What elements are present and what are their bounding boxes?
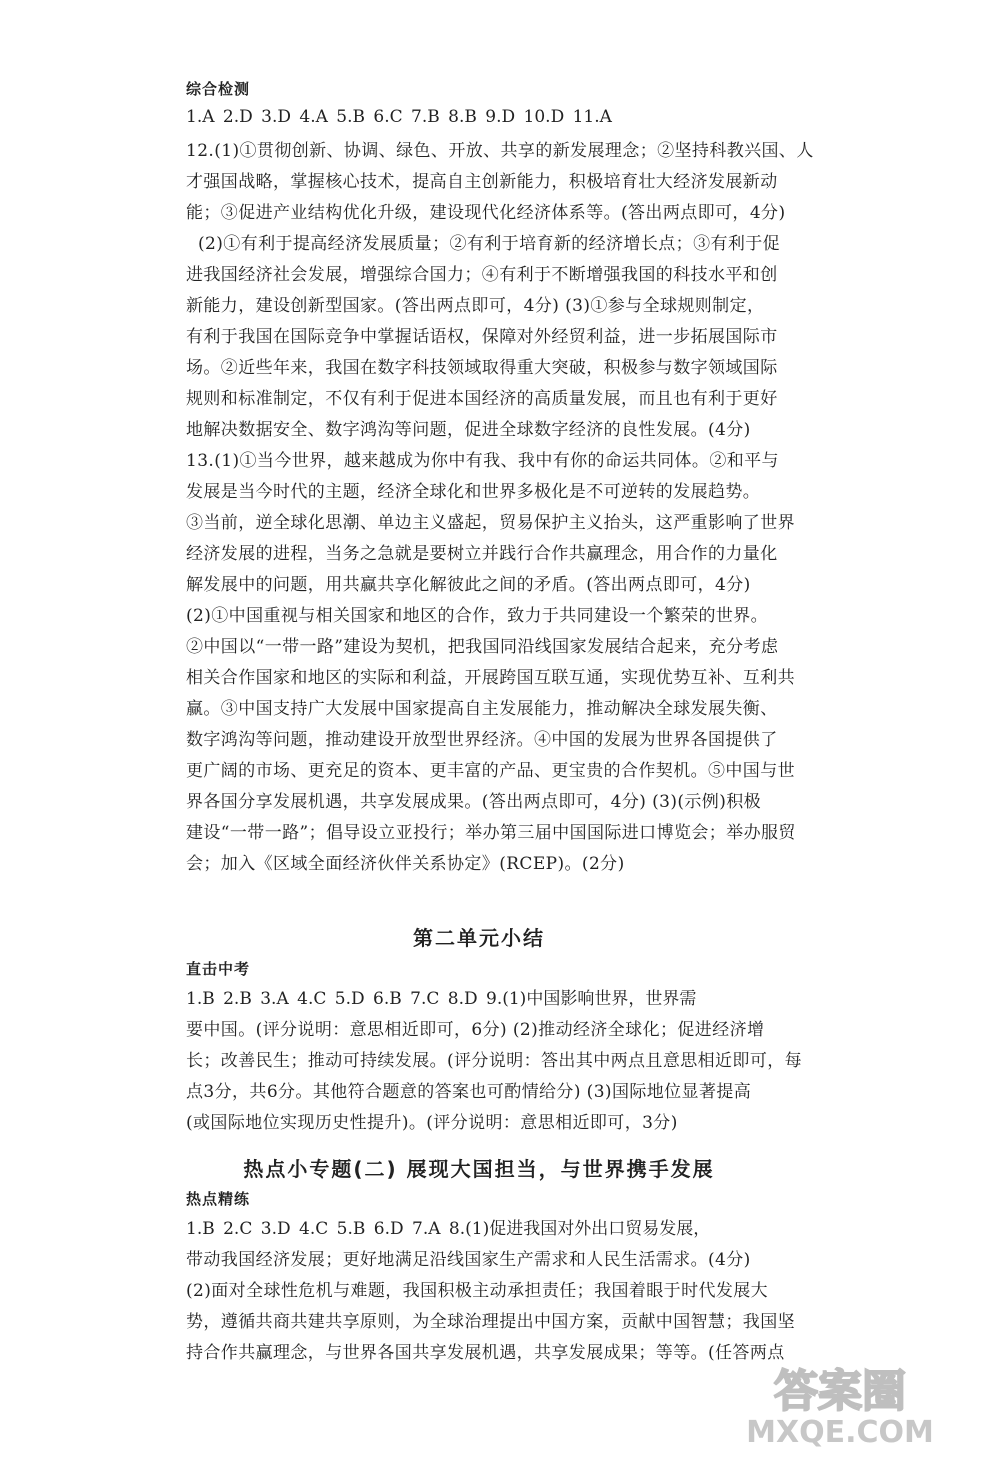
zhiji-line: (或国际地位实现历史性提升)。(评分说明：意思相近即可，3分) (186, 1113, 678, 1133)
redian-line: 持合作共赢理念，与世界各国共享发展机遇，共享发展成果；等等。(任答两点 (186, 1343, 785, 1363)
redian-line: 势，遵循共商共建共享原则，为全球治理提出中国方案，贡献中国智慧；我国坚 (186, 1312, 795, 1332)
q13-line: 经济发展的进程，当务之急就是要树立并践行合作共赢理念，用合作的力量化 (186, 544, 778, 564)
section-title-zonghe: 综合检测 (186, 80, 251, 98)
zhiji-answers (186, 984, 803, 1139)
section-title-zhiji: 直击中考 (186, 960, 251, 978)
watermark-logo (690, 1354, 960, 1449)
q12-line: 才强国战略，掌握核心技术，提高自主创新能力，积极培育壮大经济发展新动 (186, 172, 778, 192)
q12-line: 场。②近些年来，我国在数字科技领域取得重大突破，积极参与数字领域国际 (186, 358, 778, 378)
q12-line: (2)①有利于提高经济发展质量；②有利于培育新的经济增长点；③有利于促 (198, 234, 781, 254)
q12-line: 规则和标准制定，不仅有利于促进本国经济的高质量发展，而且也有利于更好 (186, 389, 778, 409)
q13-line: 更广阔的市场、更充足的资本、更丰富的产品、更宝贵的合作契机。⑤中国与世 (186, 761, 795, 781)
q13-line: 相关合作国家和地区的实际和利益，开展跨国互联互通，实现优势互补、互利共 (186, 668, 795, 688)
q13-line: 13.(1)①当今世界，越来越成为你中有我、我中有你的命运共同体。②和平与 (186, 451, 779, 471)
question-13 (186, 446, 796, 880)
q12-line: 地解决数据安全、数字鸿沟等问题，促进全球数字经济的良性发展。(4分) (186, 420, 751, 440)
zhiji-line: 点3分，共6分。其他符合题意的答案也可酌情给分) (3)国际地位显著提高 (186, 1082, 752, 1102)
q12-line: 进我国经济社会发展，增强综合国力；④有利于不断增强我国的科技水平和创 (186, 265, 778, 285)
q12-line: 12.(1)①贯彻创新、协调、绿色、开放、共享的新发展理念；②坚持科教兴国、人 (186, 141, 814, 161)
q13-line: 会；加入《区域全面经济伙伴关系协定》(RCEP)。(2分) (186, 854, 625, 874)
q12-line: 新能力，建设创新型国家。(答出两点即可，4分) (3)①参与全球规则制定， (186, 296, 765, 316)
q13-line: ②中国以“一带一路”建设为契机，把我国同沿线国家发展结合起来，充分考虑 (186, 637, 779, 657)
redian-line: 带动我国经济发展；更好地满足沿线国家生产需求和人民生活需求。(4分) (186, 1250, 751, 1270)
q13-line: (2)①中国重视与相关国家和地区的合作，致力于共同建设一个繁荣的世界。 (186, 606, 769, 626)
zhiji-line: 要中国。(评分说明：意思相近即可，6分) (2)推动经济全球化；促进经济增 (186, 1020, 765, 1040)
heading-hot-topic-2: 热点小专题(二) 展现大国担当，与世界携手发展 (243, 1157, 715, 1181)
watermark-url: MXQE.COM (746, 1415, 934, 1449)
q13-line: 建设“一带一路”；倡导设立亚投行；举办第三届中国国际进口博览会；举办服贸 (186, 823, 796, 843)
q13-line: ③当前，逆全球化思潮、单边主义盛起，贸易保护主义抬头，这严重影响了世界 (186, 513, 795, 533)
zhiji-mc-line: 1.B 2.B 3.A 4.C 5.D 6.B 7.C 8.D 9.(1)中国影响世界，世界需 (186, 989, 697, 1009)
q13-line: 赢。③中国支持广大发展中国家提高自主发展能力，推动解决全球发展失衡、 (186, 699, 778, 719)
heading-unit2-summary: 第二单元小结 (413, 926, 545, 950)
watermark-text: 答案圈 (774, 1366, 906, 1417)
q13-line: 界各国分享发展机遇，共享发展成果。(答出两点即可，4分) (3)(示例)积极 (186, 792, 762, 812)
question-12 (186, 136, 814, 446)
q12-line: 有利于我国在国际竞争中掌握话语权，保障对外经贸利益，进一步拓展国际市 (186, 327, 778, 347)
redian-mc-line: 1.B 2.C 3.D 4.C 5.B 6.D 7.A 8.(1)促进我国对外出口贸易发展， (186, 1219, 711, 1239)
section-title-redian: 热点精练 (186, 1190, 251, 1208)
redian-answers (186, 1214, 795, 1369)
redian-line: (2)面对全球性危机与难题，我国积极主动承担责任；我国着眼于时代发展大 (186, 1281, 769, 1301)
q13-line: 数字鸿沟等问题，推动建设开放型世界经济。④中国的发展为世界各国提供了 (186, 730, 778, 750)
q13-line: 解发展中的问题，用共赢共享化解彼此之间的矛盾。(答出两点即可，4分) (186, 575, 751, 595)
zhiji-line: 长；改善民生；推动可持续发展。(评分说明：答出其中两点且意思相近即可，每 (186, 1051, 803, 1071)
answers-zonghe-mc: 1.A 2.D 3.D 4.A 5.B 6.C 7.B 8.B 9.D 10.D 11.A (186, 107, 612, 127)
q12-line: 能；③促进产业结构优化升级，建设现代化经济体系等。(答出两点即可，4分) (186, 203, 786, 223)
q13-line: 发展是当今时代的主题，经济全球化和世界多极化是不可逆转的发展趋势。 (186, 482, 761, 502)
